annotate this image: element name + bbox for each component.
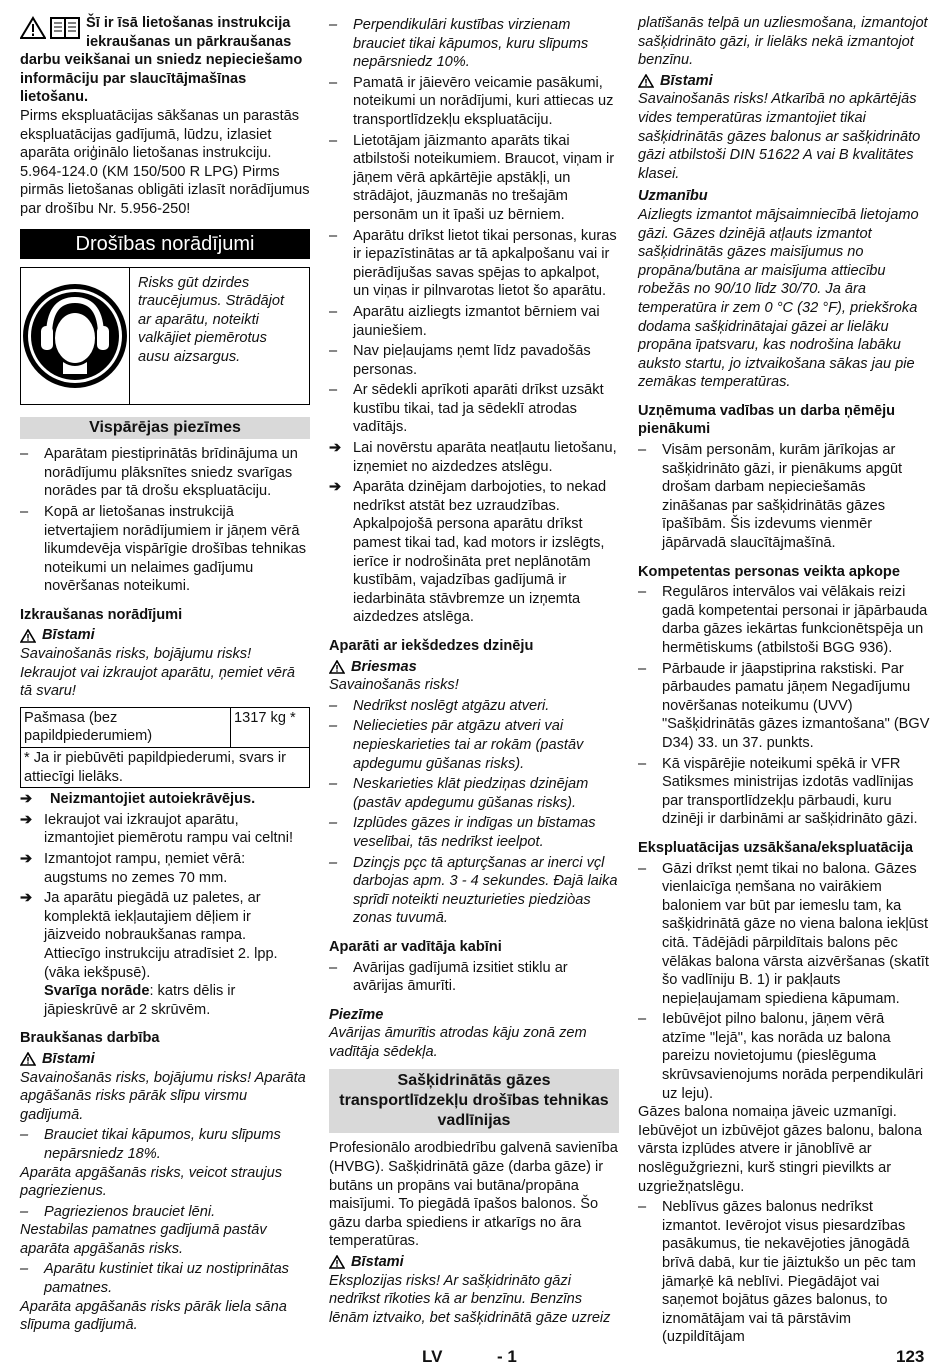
arrow-icon: ➔: [20, 851, 33, 867]
rules-list: [329, 16, 619, 627]
list-item: – Ar sēdekli aprīkoti aparāti drīkst uzsākt kustību tikai, tad ja sēdeklī atrodas vadītājs.: [329, 382, 604, 436]
list-item: – Regulāros intervālos vai vēlākais reizi gadā kompetentai personai ir jāpārbauda darba gāzes iekārtas funkcionētspēja un hermētiskums (atbilstoši BGG 936).: [638, 584, 928, 656]
list-item: – Dzinçjs pçc tā apturçšanas ar inerci vçl darbojas apm. 3 - 4 sekundes. Ðajā laika sprīdī noteikti neuzturieties piedziòas zonas tuvumā.: [329, 854, 618, 927]
general-heading: Vispārējas piezīmes: [20, 417, 310, 440]
operation-text: Gāzes balona nomaiņa jāveic uzmanīgi. Iebūvējot un izbūvējot gāzes balonu, balona vārsta izplūdes atvere ir jānoblīvē ar noslēgužgriezni, kurš stingri pievilkts ar uzgriežņatslēgu.: [638, 1104, 922, 1195]
duties-list: [638, 441, 930, 553]
unload-warn-text: Savainošanās risks, bojājumu risks! Iekraujot vai izkraujot aparātu, ņemiet vērā tā svaru!: [20, 646, 295, 700]
continued-text: platīšanās telpā un uzliesmošana, izmantojot sašķidrināto gāzi, ir lielāks nekā izmantojot benzīnu.: [638, 15, 928, 69]
weight-value: 1317 kg *: [231, 707, 310, 747]
list-item: – Izplūdes gāzes ir indīgas un bīstamas veselībai, tās nedrīkst ieelpot.: [329, 815, 596, 850]
combustion-list: [329, 697, 619, 928]
intro-block: [20, 14, 310, 219]
list-item: – Kā vispārējie noteikumi spēkā ir VFR Satiksmes ministrijas izdotās vadlīnijas par transportlīdzekļu pārbaudi, kuru dzinēji ir darbināmi ar sašķidrināto gāzi.: [638, 755, 918, 828]
operation-list-2: [638, 1198, 930, 1347]
list-item: – Neskarieties klāt piedziņas dzinējam (pastāv apdegumu gūšanas risks).: [329, 776, 589, 811]
arrow-icon: ➔: [20, 890, 33, 907]
lpg-warn: Eksplozijas risks! Ar sašķidrināto gāzi nedrīkst rīkoties kā ar benzīnu. Benzīns lēnām iztvaiko, bet sašķidrinātā gāze uzreiz: [329, 1272, 611, 1326]
weight-table: [20, 707, 310, 788]
intro-text: Pirms ekspluatācijas sākšanas un parastās ekspluatācijas gadījumā, lūdzu, izlasiet aparāta oriģinālo lietošanas instrukciju. 5.964-124.0 (KM 150/500 R LPG) Pirms pirmās lietošanas obligāti izlasīt norādījumus par drošību Nr. 5.956-250!: [20, 107, 310, 217]
drive-warn-4: Aparāta apgāšanās risks pārāk liela sāna slīpuma gadījumā.: [20, 1298, 287, 1334]
list-item: – Gāzi drīkst ņemt tikai no balona. Gāzes vienlaicīga ņemšana no vairākiem baloniem var būt par iemeslu tam, ka sašķidrinātā gāze no viena balona iekļūst citā. Tādējādi pārpildītais balons pēc vēlākas balona vārsta aizvēršanas (skatīt šo vadlīniju B. 1) ir pakļauts nepieļaujamam spiediena kāpumam.: [638, 860, 929, 1007]
list-item: – Pamatā ir jāievēro veicamie pasākumi, noteikumi un norādījumi, kuri attiecas uz transportlīdzekļu ekspluatāciju.: [329, 74, 614, 128]
list-item: ➔ Aparāta dzinējam darbojoties, to nekad nedrīkst atstāt bez uzraudzības. Apkalpojošā persona aparātu drīkst pamest tikai tad, kad motors ir izslēgts, ierīce ir nodrošināta pret neplānotām kustībām, vajadzības gadījumā ir iedarbināta stāvbremze un izņemta aizdedzes atslēga.: [329, 479, 607, 626]
arrow-icon: ➔: [329, 479, 342, 496]
hearing-protection-box: [20, 267, 310, 405]
list-item: – Avārijas gadījumā izsitiet stiklu ar avārijas āmurīti.: [329, 959, 568, 995]
safety-title: Drošības norādījumi: [20, 229, 310, 259]
drive-list-1: [20, 1126, 310, 1163]
maintenance-list: [638, 583, 930, 829]
list-item: – Aparātu drīkst lietot tikai personas, kuras ir iepazīstinātas ar tā apkalpošanu vai ir pierādījušas savas spējas to apkalpot, un viņas ir pilnvarotas lietot šo aparātu.: [329, 227, 617, 300]
rail-note: Svarīga norāde: katrs dēlis ir jāpieskrūvē ar 2 skrūvēm.: [44, 983, 236, 1018]
combustion-text: Savainošanās risks!: [329, 677, 459, 694]
operation-list: [638, 860, 930, 1104]
list-item: – Pārbaude ir jāapstiprina rakstiski. Par pārbaudes pamatu jāņem Negadījumu novēršanas noteikumu (UVV) "Sašķidrinātās gāzes izmantošana" (BGV D34) 33. un 37. punkts.: [638, 660, 930, 751]
lpg-text: Profesionālo arodbiedrību galvenā savienība (HVBG). Sašķidrinātā gāze (darba gāze) ir butāns un propāns vai butāna/propāna maisījumi. To piegādā īpašos balonos. Šo gāzu darba spiediens ir atkarīgs no āra temperatūras.: [329, 1140, 618, 1250]
duties-heading: Uzņēmuma vadības un darba ņēmēju pienākumi: [638, 402, 896, 438]
drive-list-2: [20, 1203, 310, 1222]
warning-triangle-icon: [20, 1052, 36, 1066]
list-item: – Perpendikulāri kustības virzienam brauciet tikai kāpumos, kuru slīpums nepārsniedz 10%.: [329, 17, 589, 71]
col3-warn-text: Savainošanās risks! Atkarībā no apkārtējās vides temperatūras izmantojiet tikai sašķidrinātās gāzes balonus ar sašķidrināto gāzi atbilstoši DIN 51622 A vai B kvalitātes klasei.: [638, 91, 921, 182]
cabin-heading: Aparāti ar vadītāja kabīni: [329, 938, 502, 955]
list-item: ➔ Neizmantojiet autoiekrāvējus.: [20, 791, 256, 808]
list-item: – Visām personām, kurām jārīkojas ar sašķidrināto gāzi, ir pienākums apgūt drošam darbam nepieciešamās zināšanas par sašķidrinātās gāzes īpašībām. Šis izdevums vienmēr jāpārvadā slaucītājmašīnā.: [638, 442, 903, 552]
warning-triangle-icon: [20, 16, 46, 40]
warning-triangle-icon: [638, 74, 654, 88]
list-item: – Neliecieties pār atgāzu atveri vai nepieskarieties tai ar rokām (pastāv apdegumu gūšanas risks).: [329, 718, 584, 772]
combustion-heading: Aparāti ar iekšdedzes dzinēju: [329, 638, 534, 654]
list-item: – Nedrīkst noslēgt atgāzu atveri.: [329, 697, 550, 714]
footer-page-number: 123: [896, 1347, 925, 1366]
list-item: – Lietotājam jāizmanto aparāts tikai atbilstoši noteikumiem. Braucot, viņam ir jāņem vērā apkārtējie apstākļi, un strādājot, jāuzmanās no trešajām personām un it īpaši uz bērniem.: [329, 132, 615, 223]
maintenance-heading: Kompetentas personas veikta apkope: [638, 563, 900, 580]
list-item: – Iebūvējot pilno balonu, jāņem vērā atzīme "lejā", kas norāda uz balona pareizu novietojumu (pieslēguma skrūvsavienojums norāda perpendikulāri uz leju).: [638, 1011, 924, 1102]
lpg-warning-label: Bīstami: [329, 1253, 619, 1272]
list-item: – Neblīvus gāzes balonus nedrīkst izmantot. Ievērojot visus piesardzības pasākumus, tie nekavējoties jānogādā brīvā dabā, kur tie jāiztukšo un pēc tam jāmarķē kā neblīvi. Piegādājot vai saņemot bojātus gāzes balonus, to iznomātājam vai tā pārstāvim (uzpildītājam: [638, 1199, 916, 1346]
intro-bold: Šī ir īsā lietošanas instrukcija iekraušanas un pārkraušanas darbu veikšanai un sniedz nepieciešamo informāciju par slaucītājmašīnas lietošanu.: [20, 15, 303, 106]
warning-book-icons: [20, 16, 80, 40]
drive-list-3: [20, 1260, 310, 1297]
manual-book-icon: [50, 16, 80, 40]
ear-protection-icon: [21, 268, 130, 404]
danger-label: Briesmas: [329, 658, 619, 677]
list-item: – Kopā ar lietošanas instrukcijā ietvertajiem norādījumiem ir jāņem vērā likumdevēja vispārīgie drošības tehnikas noteikumi un nelaimes gadījumu novēršanas noteikumi.: [20, 503, 307, 595]
weight-label: Pašmasa (bez papildpiederumiem): [21, 707, 231, 747]
drive-warning-label: Bīstami: [20, 1050, 310, 1069]
drive-heading: Braukšanas darbība: [20, 1030, 160, 1047]
forklift-list: [20, 790, 310, 945]
arrow-icon: ➔: [329, 440, 342, 457]
operation-heading: Ekspluatācijas uzsākšana/ekspluatācija: [638, 839, 914, 856]
list-item: – Nav pieļaujams ņemt līdz pavadošās personas.: [329, 343, 591, 378]
note-text: Avārijas āmurītis atrodas kāju zonā zem vadītāja sēdekļa.: [329, 1025, 587, 1060]
warning-triangle-icon: [20, 629, 36, 643]
arrow-icon: ➔: [20, 791, 33, 808]
unload-heading: Izkraušanas norādījumi: [20, 606, 183, 623]
list-item: ➔ Izmantojot rampu, ņemiet vērā: augstums no zemes 70 mm.: [20, 851, 246, 886]
unload-warning-label: Bīstami: [20, 626, 310, 645]
footer-local-page: - 1: [497, 1347, 517, 1366]
list-item: – Pagriezienos brauciet lēni.: [20, 1203, 216, 1220]
arrow-icon: ➔: [20, 811, 33, 828]
general-list: [20, 445, 310, 596]
list-item: – Aparātu kustiniet tikai uz nostiprinātas pamatnes.: [20, 1261, 289, 1297]
weight-note: * Ja ir piebūvēti papildpiederumi, svars ir attiecīgi lielāks.: [21, 748, 310, 788]
column-2: [329, 14, 619, 1328]
column-1: [20, 14, 310, 1335]
caution-text: Aizliegts izmantot mājsaimniecībā lietojamo gāzi. Gāzes dzinējā atļauts izmantot sašķidrinātās gāzes maisījumus no propāna/butāna ar maisījuma attiecību robežās no 90/10 līdz 30/70. Ja āra temperatūra ir zem 0 °C (32 °F), priekšroka dodama sašķidrinātajai gāzei ar lielāku propāna īpatsvaru, kas nodrošina labāku auksto startu, jo iztvaikošana sākas jau pie zemākas temperatūras.: [638, 206, 919, 391]
note-heading: Piezīme: [329, 1006, 384, 1023]
list-item: ➔ Iekraujot vai izkraujot aparātu, izmantojiet piemērotu rampu vai celtni!: [20, 811, 294, 847]
caution-heading: Uzmanību: [638, 188, 708, 205]
list-item: ➔ Ja aparātu piegādā uz paletes, ar komplektā iekļautajiem dēļiem ir jāizveido nobraukšanas rampa.: [20, 890, 261, 944]
list-item: – Aparātam piestiprinātās brīdinājuma un norādījumu plāksnītes sniedz svarīgas norādes par tā drošu ekspluatāciju.: [20, 446, 298, 500]
instr-note: Attiecīgo instrukciju atradīsiet 2. lpp. (vāka iekšpusē).: [44, 945, 278, 981]
drive-warn-2: Aparāta apgāšanās risks, veicot straujus pagriezienus.: [20, 1164, 283, 1200]
warning-triangle-icon: [329, 660, 345, 674]
list-item: ➔ Lai novērstu aparāta neatļautu lietošanu, izņemiet no aizdedzes atslēgu.: [329, 440, 617, 475]
list-item: – Brauciet tikai kāpumos, kuru slīpums nepārsniedz 18%.: [20, 1127, 281, 1162]
list-item: – Aparātu aizliegts izmantot bērniem vai jauniešiem.: [329, 303, 600, 339]
drive-warn-1: Savainošanās risks, bojājumu risks! Aparāta apgāšanās risks pārāk slīpu virsmu gadījumā.: [20, 1069, 306, 1123]
cabin-list: [329, 959, 619, 996]
drive-warn-3: Nestabilas pamatnes gadījumā pastāv aparāta apgāšanās risks.: [20, 1222, 267, 1257]
col3-warning-label: Bīstami: [638, 72, 930, 91]
lpg-heading: Sašķidrinātās gāzes transportlīdzekļu drošības tehnikas vadlīnijas: [329, 1069, 619, 1133]
footer-language: LV: [422, 1347, 443, 1366]
hearing-text: Risks gūt dzirdes traucējumus. Strādājot ar aparātu, noteikti valkājiet piemērotus ausu aizsargus.: [138, 274, 285, 365]
column-3: [638, 14, 930, 1347]
warning-triangle-icon: [329, 1255, 345, 1269]
